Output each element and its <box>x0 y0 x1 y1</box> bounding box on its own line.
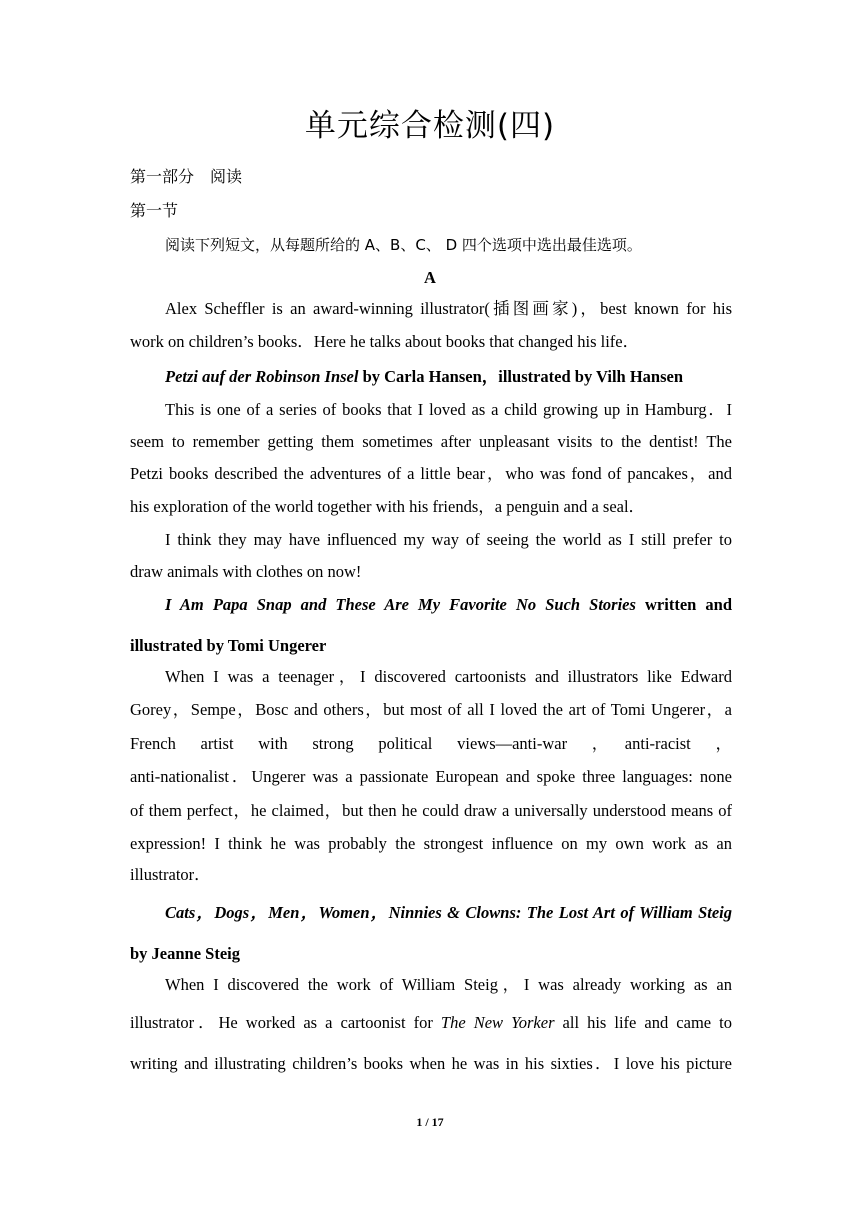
book1-byline: by Carla Hansen，illustrated by Vilh Hansen <box>358 367 684 386</box>
book3-p1-line: When I discovered the work of William Steig，I was already working as an <box>165 975 732 994</box>
book2-p1-line: of them perfect，he claimed，but then he could draw a universally understood means of <box>130 801 732 820</box>
book3-p1-line: illustrator．He worked as a cartoonist for The New Yorker all his life and came to <box>130 1013 732 1032</box>
magazine-title: The New Yorker <box>440 1013 555 1032</box>
book2-p1-line: illustrator． <box>130 865 211 884</box>
instruction-text: 阅读下列短文，从每题所给的 A、B、C、 D 四个选项中选出最佳选项。 <box>165 236 642 254</box>
book1-p1-line: Petzi books described the adventures of a little bear，who was fond of pancakes，and <box>130 464 732 483</box>
book1-p2-line: draw animals with clothes on now! <box>130 562 362 581</box>
book2-title: I Am Papa Snap and These Are My Favorite No Such Stories <box>165 595 636 614</box>
passage-letter: A <box>424 268 436 287</box>
book1-p1-line: his exploration of the world together with his friends，a penguin and a seal． <box>130 497 646 516</box>
intro-line-1: Alex Scheffler is an award-winning illustrator(插图画家)，best known for his <box>165 299 732 318</box>
book1-p1-line: seem to remember getting them sometimes after unpleasant visits to the dentist! The <box>130 432 732 451</box>
book3-title: Cats，Dogs，Men，Women，Ninnies & Clowns <box>165 903 516 922</box>
page-number: 1 / 17 <box>416 1115 444 1129</box>
book2-byline: written and <box>635 595 733 614</box>
book3-p1-line: writing and illustrating children’s books when he was in his sixties．I love his picture <box>130 1054 732 1073</box>
book1-title: Petzi auf der Robinson Insel <box>165 367 359 386</box>
page-title: 单元综合检测(四) <box>304 108 556 144</box>
book2-p1-line: expression! I think he was probably the strongest influence on my own work as an <box>130 834 732 853</box>
book2-heading <box>165 594 732 616</box>
book2-byline-cont: illustrated by Tomi Ungerer <box>130 636 327 655</box>
book2-p1-line: anti-nationalist．Ungerer was a passionate European and spoke three languages: none <box>130 767 732 786</box>
section-heading: 第一节 <box>130 201 179 220</box>
book1-heading <box>165 366 732 388</box>
book2-p1-line: French artist with strong political views—anti-war ， anti-racist ， <box>130 734 732 753</box>
book2-p1-line: When I was a teenager，I discovered cartoonists and illustrators like Edward <box>165 667 732 686</box>
intro-line-2: work on children’s books．Here he talks about books that changed his life． <box>130 332 640 351</box>
book3-byline: by Jeanne Steig <box>130 944 241 963</box>
book2-p1-line: Gorey，Sempe，Bosc and others，but most of all I loved the art of Tomi Ungerer，a <box>130 700 732 719</box>
book3-heading <box>165 902 732 924</box>
book3-subtitle: : The Lost Art of William Steig <box>515 903 732 922</box>
part-heading: 第一部分 阅读 <box>130 167 243 186</box>
book1-p2-line: I think they may have influenced my way of seeing the world as I still prefer to <box>165 530 732 549</box>
book1-p1-line: This is one of a series of books that I loved as a child growing up in Hamburg．I <box>165 400 732 419</box>
